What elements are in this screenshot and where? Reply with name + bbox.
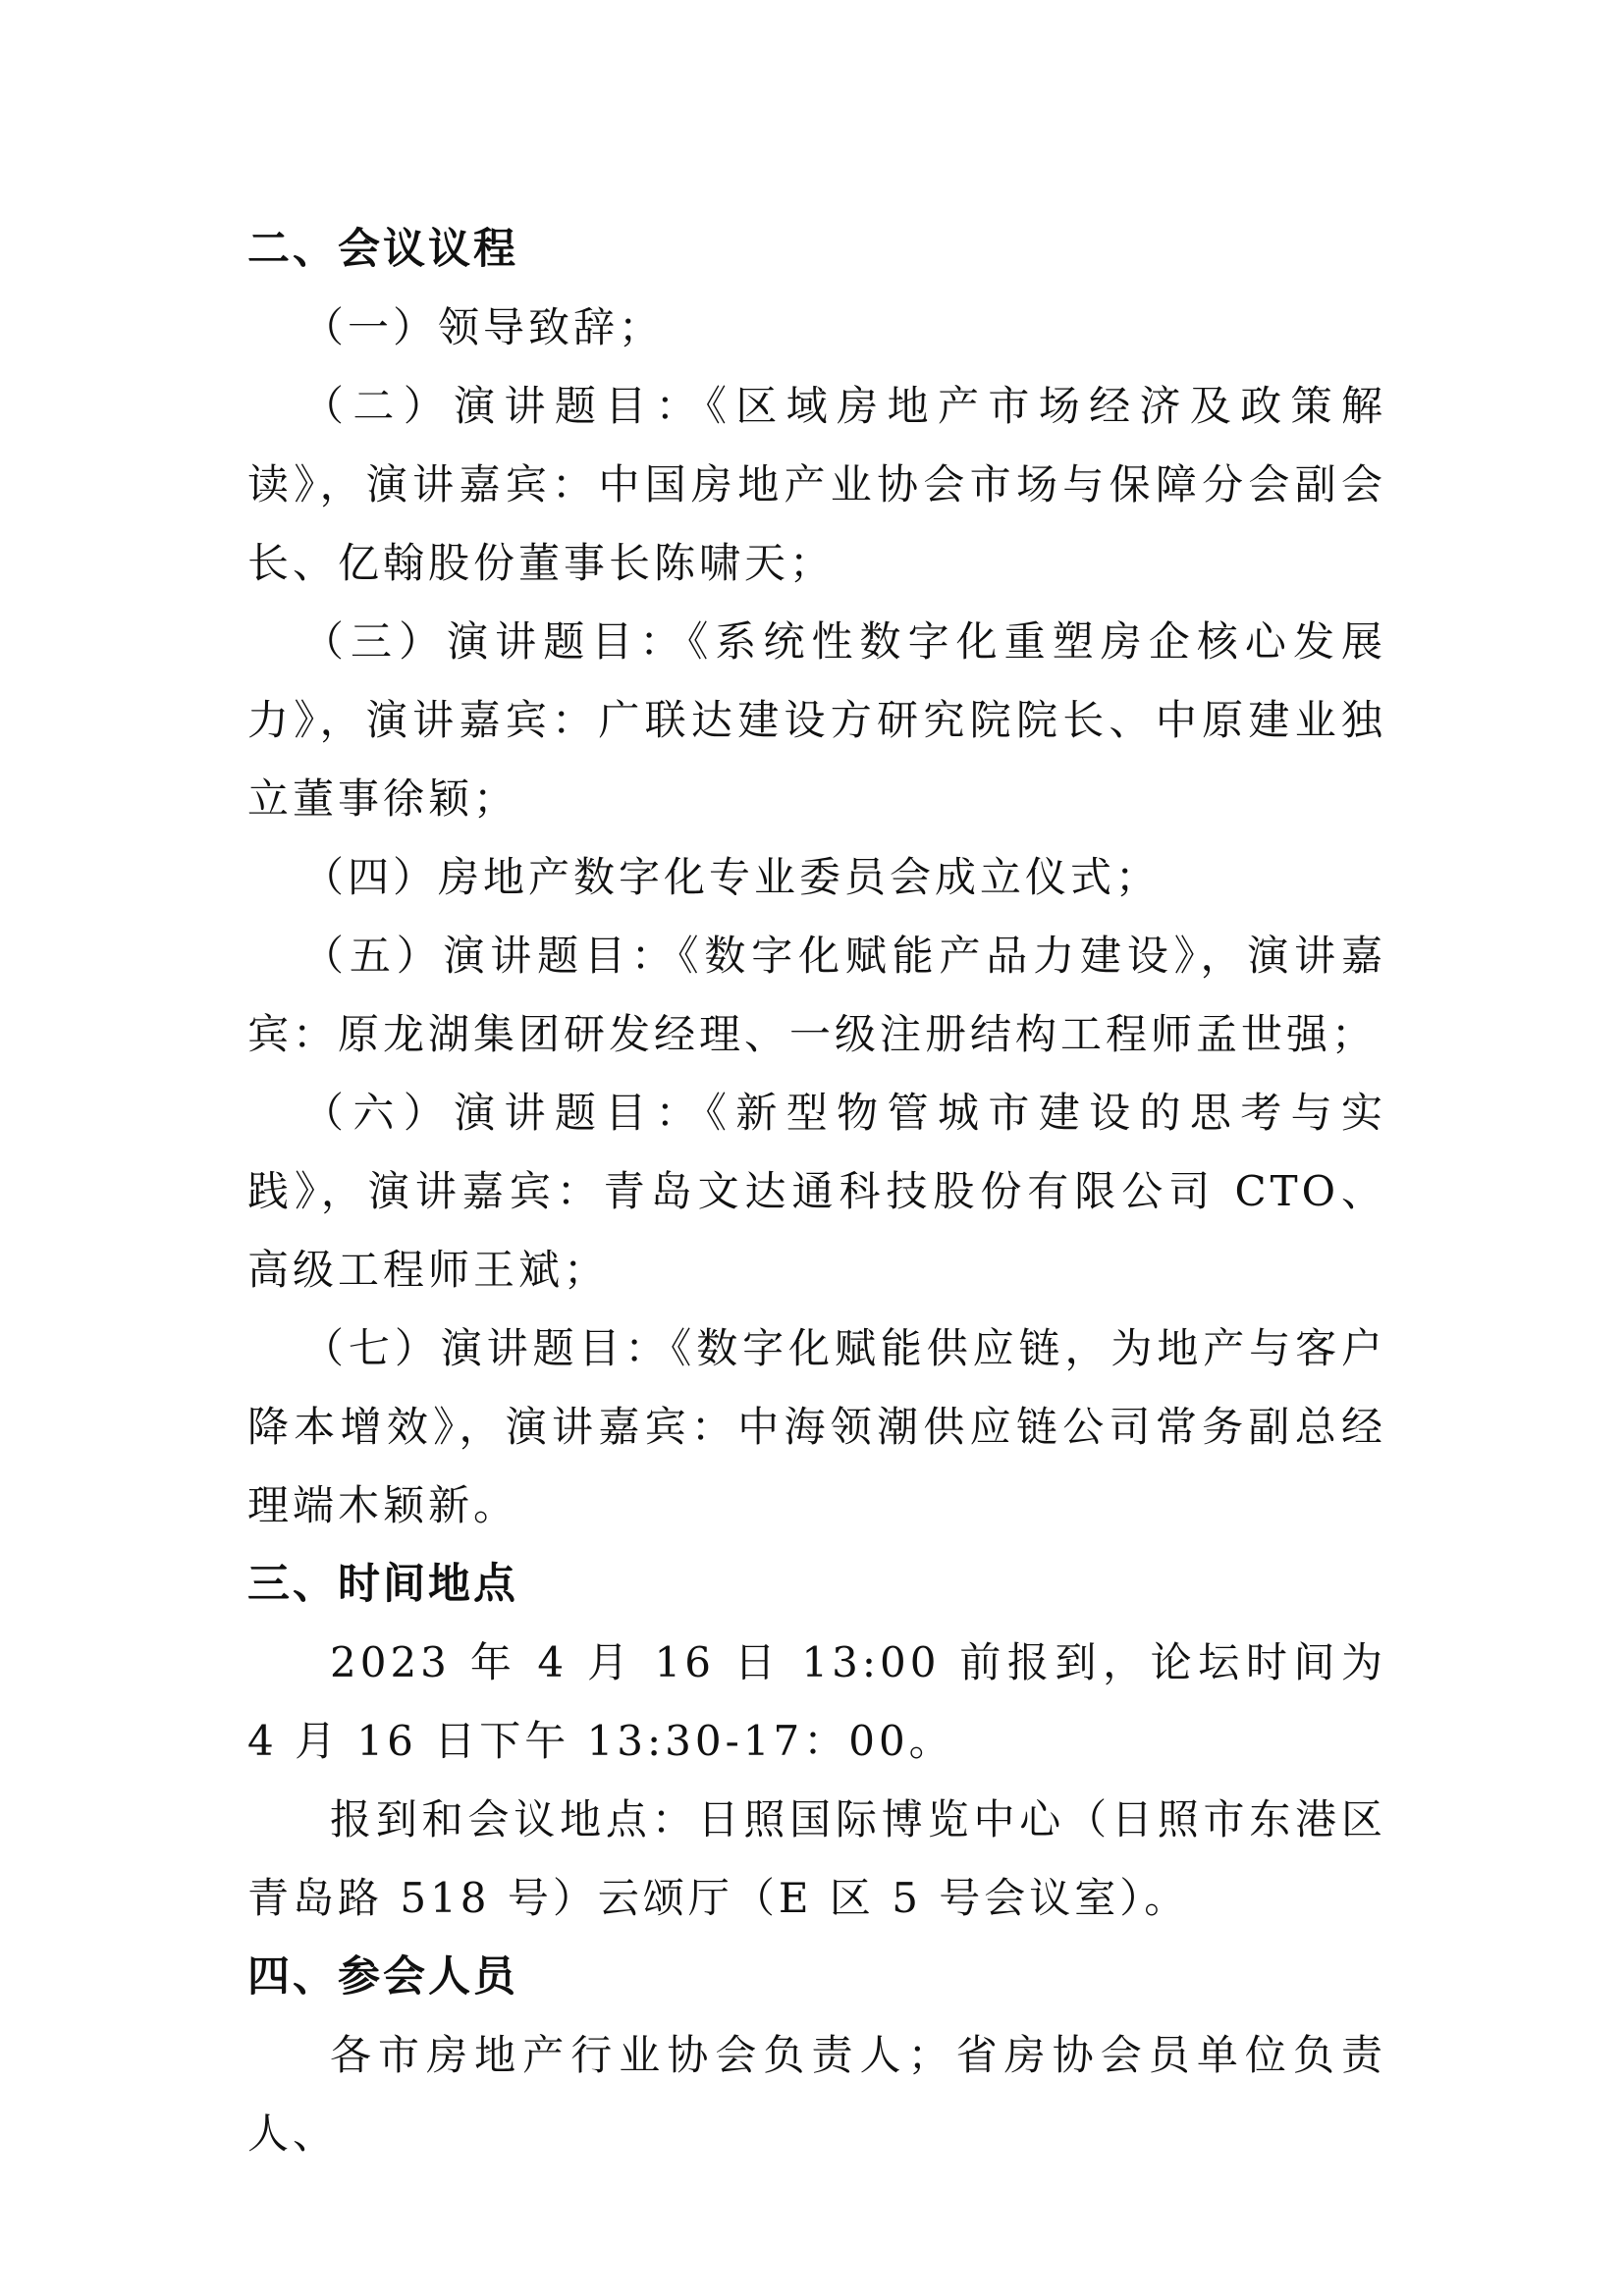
agenda-item: （五）演讲题目：《数字化赋能产品力建设》，演讲嘉宾：原龙湖集团研发经理、一级注册结构工程师孟世强； [247, 932, 1386, 1058]
agenda-item: （二）演讲题目：《区域房地产市场经济及政策解读》，演讲嘉宾：中国房地产业协会市场与保障分会副会长、亿翰股份董事长陈啸天； [247, 382, 1386, 587]
section-agenda [247, 210, 1386, 1545]
section-time-location [247, 1545, 1386, 1938]
paragraph: 各市房地产行业协会负责人；省房协会员单位负责人、 [247, 2031, 1386, 2158]
paragraph: 报到和会议地点：日照国际博览中心（日照市东港区青岛路 518 号）云颂厅（E 区 5 号会议室）。 [247, 1795, 1386, 1922]
section-heading: 四、参会人员 [247, 1952, 518, 2002]
agenda-item: （六）演讲题目：《新型物管城市建设的思考与实践》，演讲嘉宾：青岛文达通科技股份有限公司 CTO、高级工程师王斌； [247, 1089, 1386, 1294]
paragraph: 2023 年 4 月 16 日 13:00 前报到，论坛时间为 4 月 16 日下午 13:30-17：00。 [247, 1638, 1386, 1765]
agenda-item: （四）房地产数字化专业委员会成立仪式； [302, 853, 1162, 901]
document-body [247, 210, 1386, 2173]
agenda-item: （七）演讲题目：《数字化赋能供应链，为地产与客户降本增效》，演讲嘉宾：中海领潮供应链公司常务副总经理端木颖新。 [247, 1324, 1386, 1529]
section-heading: 三、时间地点 [247, 1560, 518, 1609]
section-attendees [247, 1938, 1386, 2173]
agenda-item: （一）领导致辞； [302, 303, 665, 351]
section-heading: 二、会议议程 [247, 225, 518, 274]
agenda-item: （三）演讲题目：《系统性数字化重塑房企核心发展力》，演讲嘉宾：广联达建设方研究院院长、中原建业独立董事徐颖； [247, 617, 1386, 823]
